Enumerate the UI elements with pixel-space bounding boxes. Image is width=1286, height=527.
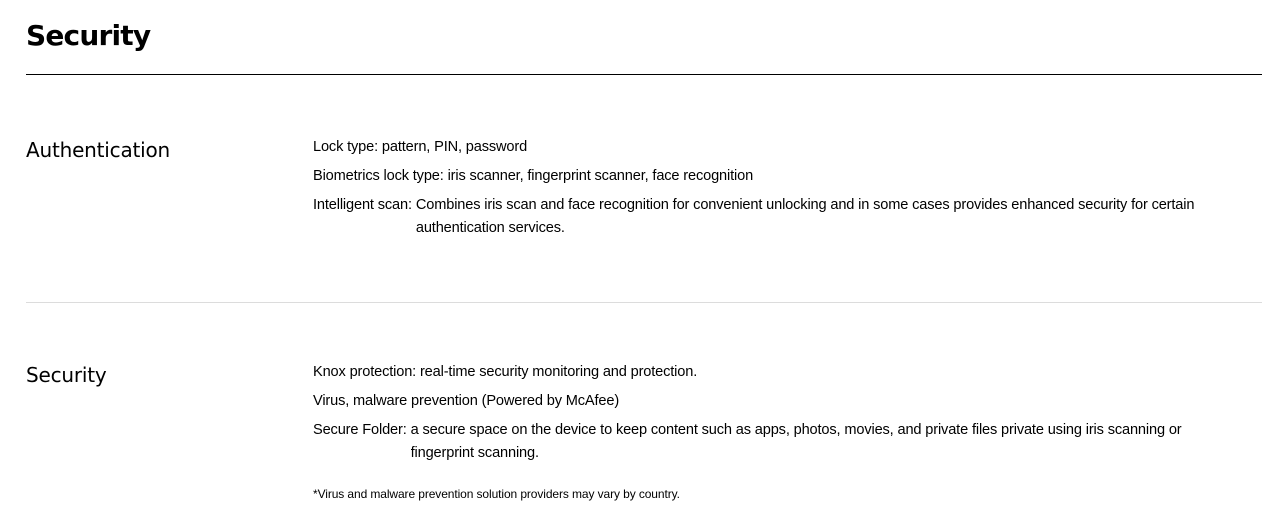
spec-lock-type: Lock type: pattern, PIN, password — [313, 139, 528, 155]
section-heading-authentication: Authentication — [26, 138, 171, 162]
page-title: Security — [26, 19, 151, 52]
security-spec-list — [313, 361, 1243, 471]
spec-knox-protection: Knox protection: real-time security monitoring and protection. — [313, 364, 698, 380]
section-divider — [26, 302, 1262, 303]
spec-biometrics-lock-type: Biometrics lock type: iris scanner, fingerprint scanner, face recognition — [313, 168, 754, 184]
spec-secure-folder — [313, 419, 1243, 464]
authentication-spec-list — [313, 136, 1243, 246]
spec-intelligent-scan-label: Intelligent scan: — [313, 197, 412, 213]
section-heading-security: Security — [26, 363, 107, 387]
spec-intelligent-scan-value: Combines iris scan and face recognition for convenient unlocking and in some cases provides enhanced security for certain authentication services. — [415, 197, 1195, 236]
footnote: *Virus and malware prevention solution providers may vary by country. — [313, 487, 680, 501]
title-divider — [26, 74, 1262, 75]
spec-secure-folder-label: Secure Folder: — [313, 422, 407, 438]
spec-intelligent-scan — [313, 194, 1243, 239]
spec-secure-folder-value: a secure space on the device to keep content such as apps, photos, movies, and private files private using iris scanning or fingerprint scanning. — [410, 422, 1182, 461]
spec-virus-malware-prevention: Virus, malware prevention (Powered by McAfee) — [313, 393, 620, 409]
